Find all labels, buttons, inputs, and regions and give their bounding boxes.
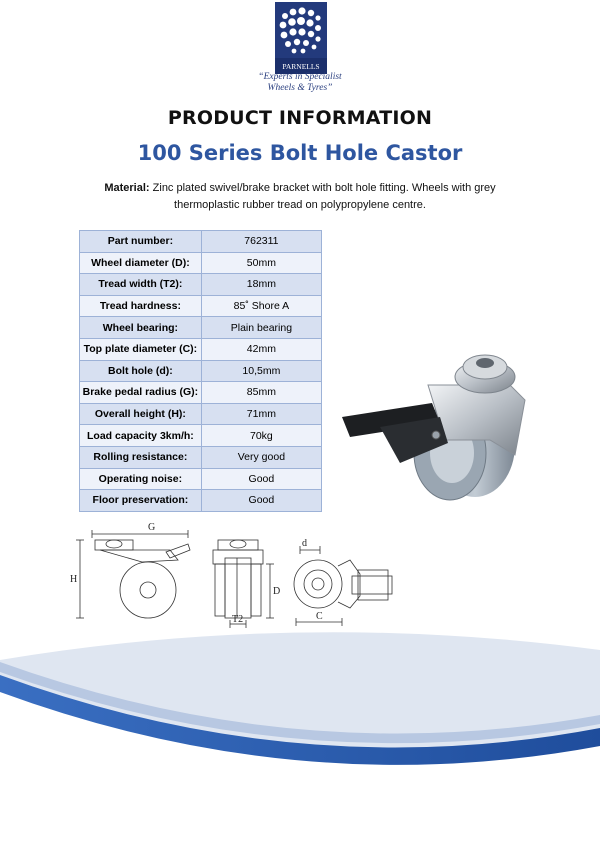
decorative-swoosh: [0, 620, 600, 841]
spec-label: Tread hardness:: [80, 295, 202, 317]
top-view-drawing: [294, 538, 392, 626]
side-view-drawing: [70, 522, 190, 618]
spec-table: [79, 230, 322, 512]
label-d-upper: D: [273, 586, 281, 597]
spec-row: [80, 403, 322, 425]
spec-value: 18mm: [201, 274, 321, 296]
spec-value: Plain bearing: [201, 317, 321, 339]
spec-row: [80, 382, 322, 404]
spec-value: 71mm: [201, 403, 321, 425]
page-heading: PRODUCT INFORMATION: [167, 107, 433, 129]
spec-value: 70kg: [201, 425, 321, 447]
spec-row: [80, 274, 322, 296]
material-label: Material:: [104, 182, 150, 194]
spec-label: Operating noise:: [80, 468, 202, 490]
label-g: G: [148, 522, 156, 533]
spec-row: [80, 317, 322, 339]
spec-value: 85mm: [201, 382, 321, 404]
spec-label: Wheel bearing:: [80, 317, 202, 339]
spec-row: [80, 231, 322, 253]
spec-row: [80, 252, 322, 274]
parnells-logo-icon: [275, 2, 327, 74]
label-c: C: [316, 611, 323, 622]
spec-label: Rolling resistance:: [80, 446, 202, 468]
product-title: 100 Series Bolt Hole Castor: [137, 141, 463, 165]
label-h: H: [70, 574, 78, 585]
spec-label: Bolt hole (d):: [80, 360, 202, 382]
castor-photo: [340, 345, 540, 510]
spec-value: 10,5mm: [201, 360, 321, 382]
spec-row: [80, 295, 322, 317]
front-view-drawing: [213, 540, 280, 628]
tagline-line-1: “Experts in Specialist: [258, 72, 342, 82]
spec-label: Overall height (H):: [80, 403, 202, 425]
material-description: [100, 180, 500, 214]
spec-value: 42mm: [201, 338, 321, 360]
spec-value: 50mm: [201, 252, 321, 274]
spec-label: Wheel diameter (D):: [80, 252, 202, 274]
tagline-line-2: Wheels & Tyres”: [267, 83, 333, 93]
spec-row: [80, 360, 322, 382]
spec-label: Top plate diameter (C):: [80, 338, 202, 360]
spec-row: [80, 468, 322, 490]
spec-row: [80, 338, 322, 360]
spec-label: Brake pedal radius (G):: [80, 382, 202, 404]
spec-value: Good: [201, 468, 321, 490]
brand-name: PARNELLS: [282, 62, 320, 71]
spec-row: [80, 425, 322, 447]
spec-value: Very good: [201, 446, 321, 468]
spec-row: [80, 446, 322, 468]
label-t2: T2: [232, 614, 244, 625]
material-line-1: Zinc plated swivel/brake bracket with bolt hole fitting. Wheels with grey: [152, 182, 496, 194]
material-line-2: thermoplastic rubber tread on polypropylene centre.: [174, 199, 426, 211]
spec-row: [80, 490, 322, 512]
spec-label: Load capacity 3km/h:: [80, 425, 202, 447]
spec-label: Part number:: [80, 231, 202, 253]
spec-value: Good: [201, 490, 321, 512]
spec-value: 762311: [201, 231, 321, 253]
logo-tagline: [0, 72, 600, 94]
spec-label: Tread width (T2):: [80, 274, 202, 296]
spec-label: Floor preservation:: [80, 490, 202, 512]
spec-value: 85˚ Shore A: [201, 295, 321, 317]
label-d-lower: d: [302, 538, 307, 549]
